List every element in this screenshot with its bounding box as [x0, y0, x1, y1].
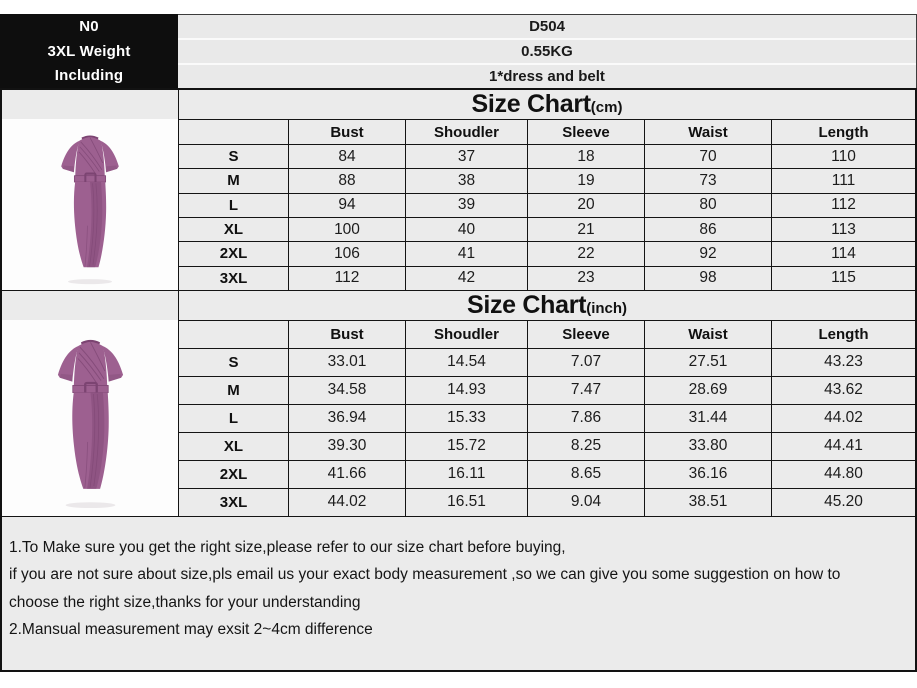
column-header-blank — [178, 119, 288, 144]
size-value: 33.01 — [288, 348, 405, 376]
size-chart-cm-title — [178, 90, 915, 119]
size-value: 40 — [405, 217, 527, 241]
size-value: 88 — [288, 168, 405, 192]
size-label: 3XL — [178, 266, 288, 290]
size-value: 39.30 — [288, 432, 405, 460]
size-value: 41 — [405, 241, 527, 265]
header-value-model: D504 — [178, 15, 916, 40]
column-header: Shoudler — [405, 320, 527, 348]
size-value: 73 — [644, 168, 771, 192]
size-value: 98 — [644, 266, 771, 290]
size-label: 2XL — [178, 460, 288, 488]
size-label: S — [178, 144, 288, 168]
size-label: L — [178, 404, 288, 432]
size-value: 14.54 — [405, 348, 527, 376]
size-value: 38.51 — [644, 488, 771, 516]
size-label: L — [178, 193, 288, 217]
dress-image — [33, 327, 148, 509]
header-label-no: N0 — [79, 17, 99, 35]
column-header: Bust — [288, 320, 405, 348]
title-spacer — [2, 290, 178, 320]
size-value: 86 — [644, 217, 771, 241]
size-value: 92 — [644, 241, 771, 265]
size-value: 8.25 — [527, 432, 644, 460]
header-left-box — [0, 14, 178, 88]
size-chart-unit-cm: (cm) — [590, 99, 623, 116]
note-line: 2.Mansual measurement may exsit 2~4cm difference — [9, 621, 373, 639]
column-header-blank — [178, 320, 288, 348]
size-value: 36.16 — [644, 460, 771, 488]
size-value: 39 — [405, 193, 527, 217]
size-value: 20 — [527, 193, 644, 217]
size-chart-title-text: Size Chart — [466, 290, 587, 319]
size-label: XL — [178, 432, 288, 460]
header-value-weight: 0.55KG — [178, 40, 916, 65]
size-value: 21 — [527, 217, 644, 241]
column-header: Sleeve — [527, 320, 644, 348]
size-value: 44.02 — [771, 404, 915, 432]
note-line: 1.To Make sure you get the right size,please refer to our size chart before buying, — [9, 538, 566, 556]
size-value: 44.80 — [771, 460, 915, 488]
size-value: 15.72 — [405, 432, 527, 460]
size-value: 8.65 — [527, 460, 644, 488]
size-value: 110 — [771, 144, 915, 168]
size-value: 94 — [288, 193, 405, 217]
size-value: 16.51 — [405, 488, 527, 516]
size-value: 44.02 — [288, 488, 405, 516]
size-value: 22 — [527, 241, 644, 265]
size-chart-unit-inch: (inch) — [586, 299, 628, 317]
size-value: 7.47 — [527, 376, 644, 404]
size-value: 112 — [288, 266, 405, 290]
note-line: choose the right size,thanks for your understanding — [9, 593, 361, 611]
size-value: 115 — [771, 266, 915, 290]
size-value: 34.58 — [288, 376, 405, 404]
size-value: 43.23 — [771, 348, 915, 376]
size-value: 41.66 — [288, 460, 405, 488]
dress-photo-cm — [2, 119, 178, 290]
size-value: 113 — [771, 217, 915, 241]
size-value: 114 — [771, 241, 915, 265]
size-value: 31.44 — [644, 404, 771, 432]
title-spacer — [2, 90, 178, 119]
size-value: 15.33 — [405, 404, 527, 432]
size-chart-title-text: Size Chart — [471, 90, 591, 118]
size-label: M — [178, 376, 288, 404]
size-value: 45.20 — [771, 488, 915, 516]
size-value: 36.94 — [288, 404, 405, 432]
size-value: 100 — [288, 217, 405, 241]
column-header: Waist — [644, 320, 771, 348]
size-label: 3XL — [178, 488, 288, 516]
size-value: 9.04 — [527, 488, 644, 516]
size-value: 111 — [771, 168, 915, 192]
size-value: 37 — [405, 144, 527, 168]
size-value: 70 — [644, 144, 771, 168]
dress-photo-inch — [2, 320, 178, 516]
size-label: 2XL — [178, 241, 288, 265]
size-value: 27.51 — [644, 348, 771, 376]
header-right-box — [178, 14, 917, 88]
size-value: 80 — [644, 193, 771, 217]
column-header: Waist — [644, 119, 771, 144]
column-header: Length — [771, 119, 915, 144]
size-value: 23 — [527, 266, 644, 290]
column-header: Length — [771, 320, 915, 348]
size-chart-cm-section — [2, 90, 915, 290]
size-chart-inch-section — [2, 290, 915, 516]
column-header: Bust — [288, 119, 405, 144]
size-label: XL — [178, 217, 288, 241]
size-value: 7.07 — [527, 348, 644, 376]
size-value: 14.93 — [405, 376, 527, 404]
size-value: 7.86 — [527, 404, 644, 432]
size-value: 42 — [405, 266, 527, 290]
size-value: 106 — [288, 241, 405, 265]
size-value: 33.80 — [644, 432, 771, 460]
column-header: Sleeve — [527, 119, 644, 144]
size-value: 84 — [288, 144, 405, 168]
header-label-including: Including — [54, 67, 124, 85]
size-value: 19 — [527, 168, 644, 192]
column-header: Shoudler — [405, 119, 527, 144]
size-label: M — [178, 168, 288, 192]
size-value: 43.62 — [771, 376, 915, 404]
size-value: 38 — [405, 168, 527, 192]
sizing-notes — [2, 516, 915, 670]
size-value: 18 — [527, 144, 644, 168]
size-value: 44.41 — [771, 432, 915, 460]
size-value: 112 — [771, 193, 915, 217]
dress-image — [39, 124, 141, 285]
note-line: if you are not sure about size,pls email us your exact body measurement ,so we can give you some suggestion on how to — [9, 566, 841, 584]
main-panel — [0, 88, 917, 672]
size-chart-inch-title — [178, 290, 915, 320]
header-label-weight: 3XL Weight — [47, 42, 131, 60]
size-value: 16.11 — [405, 460, 527, 488]
header-value-including: 1*dress and belt — [178, 65, 916, 88]
header-band — [0, 14, 917, 88]
size-value: 28.69 — [644, 376, 771, 404]
size-label: S — [178, 348, 288, 376]
